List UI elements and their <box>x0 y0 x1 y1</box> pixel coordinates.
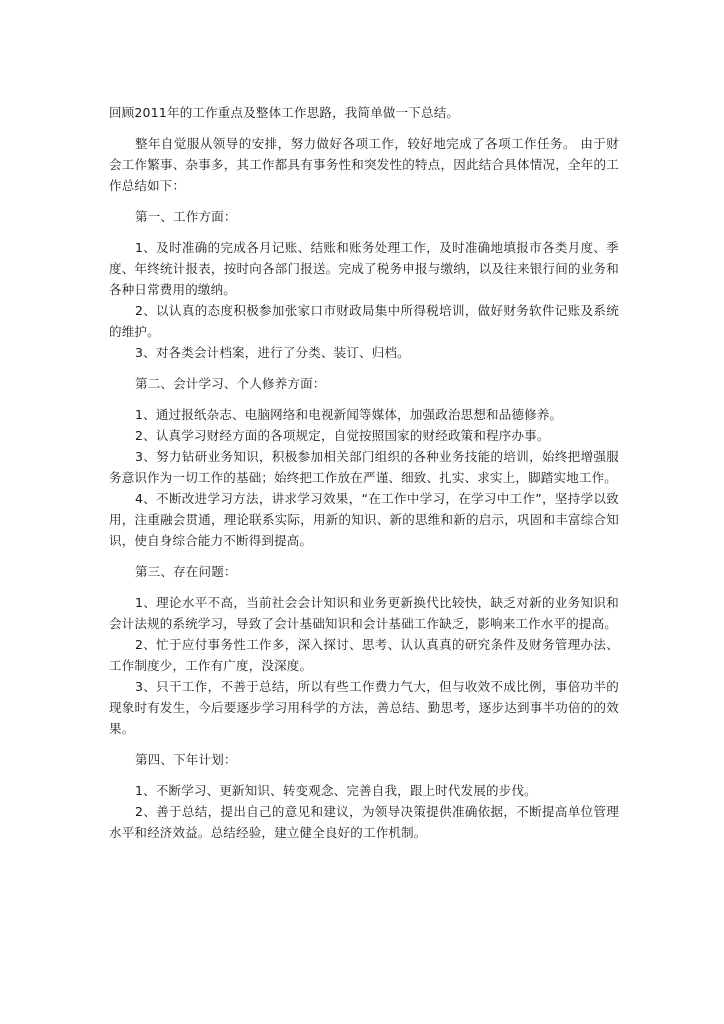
paragraph-13: 1、理论水平不高，当前社会会计知识和业务更新换代比较快，缺乏对新的业务知识和会计法规的系统学习，导致了会计基础知识和会计基础工作缺乏，影响来工作水平的提高。 <box>109 595 619 631</box>
document-page <box>109 102 619 843</box>
paragraph-10: 3、努力钻研业务知识，积极参加相关部门组织的各种业务技能的培训，始终把增强服务意识作为一切工作的基础；始终把工作放在严谨、细致、扎实、求实上，脚踏实地工作。 <box>109 449 619 485</box>
paragraph-4: 1、及时准确的完成各月记账、结账和账务处理工作，及时准确地填报市各类月度、季度、年终统计报表，按时向各部门报送。完成了税务申报与缴纳，以及往来银行间的业务和各种日常费用的缴纳。 <box>109 240 619 297</box>
paragraph-16: 第四、下年计划： <box>135 752 237 767</box>
paragraph-18: 2、善于总结，提出自己的意见和建议，为领导决策提供准确依据，不断提高单位管理水平和经济效益。总结经验，建立健全良好的工作机制。 <box>109 804 619 840</box>
paragraph-11: 4、不断改进学习方法，讲求学习效果，“在工作中学习，在学习中工作”，坚持学以致用，注重融会贯通，理论联系实际，用新的知识、新的思维和新的启示，巩固和丰富综合知识，使自身综合能力不断得到提高。 <box>109 491 619 548</box>
paragraph-14: 2、忙于应付事务性工作多，深入探讨、思考、认认真真的研究条件及财务管理办法、工作制度少，工作有广度，没深度。 <box>109 637 619 673</box>
paragraph-15: 3、只干工作，不善于总结，所以有些工作费力气大，但与收效不成比例，事倍功半的现象时有发生，今后要逐步学习用科学的方法，善总结、勤思考，逐步达到事半功倍的的效果。 <box>109 679 619 736</box>
paragraph-6: 3、对各类会计档案，进行了分类、装订、归档。 <box>135 345 410 360</box>
paragraph-17: 1、不断学习、更新知识、转变观念、完善自我，跟上时代发展的步伐。 <box>135 783 537 798</box>
paragraph-8: 1、通过报纸杂志、电脑网络和电视新闻等媒体，加强政治思想和品德修养。 <box>135 407 563 422</box>
paragraph-2: 整年自觉服从领导的安排，努力做好各项工作，较好地完成了各项工作任务。 由于财会工作繁事、杂事多，其工作都具有事务性和突发性的特点，因此结合具体情况，全年的工作总结如下： <box>109 136 619 193</box>
paragraph-12: 第三、存在问题： <box>135 564 237 579</box>
paragraph-9: 2、认真学习财经方面的各项规定，自觉按照国家的财经政策和程序办事。 <box>135 428 550 443</box>
paragraph-3: 第一、工作方面： <box>135 209 237 224</box>
paragraph-5: 2、以认真的态度积极参加张家口市财政局集中所得税培训，做好财务软件记账及系统的维护。 <box>109 303 619 339</box>
paragraph-1: 回顾2011年的工作重点及整体工作思路，我简单做一下总结。 <box>109 105 460 120</box>
paragraph-7: 第二、会计学习、个人修养方面： <box>135 376 326 391</box>
